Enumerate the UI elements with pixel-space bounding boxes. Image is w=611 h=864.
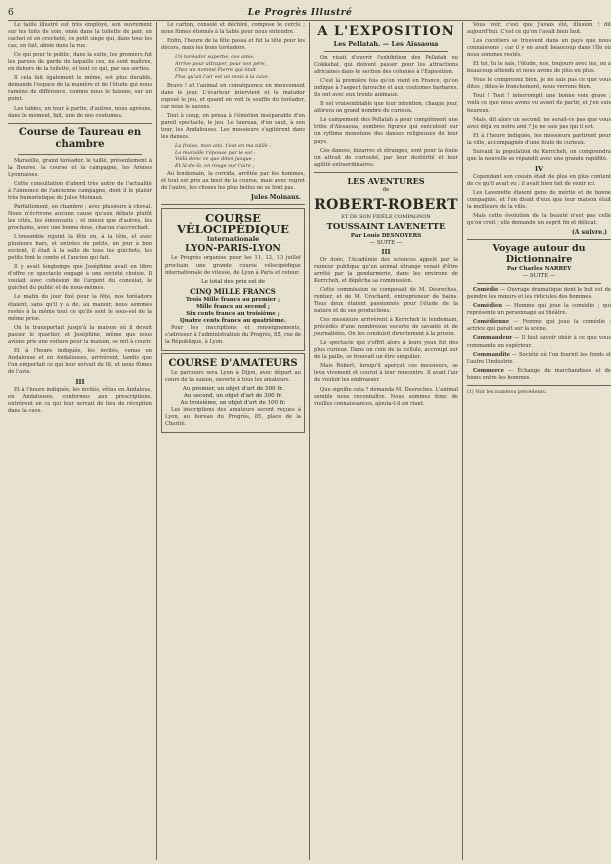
paragraph: Suivant la population de Kerrcheh, on comprendra que la nouvelle se répandit avec une grande rapidité. — [467, 148, 611, 162]
paragraph: On visait d'ouvrir l'exhibition des Pellatah ou Cokkahaï, qui doivent passer pour les attractions africaines dans le section des colonies à l'Exposition. — [314, 55, 458, 76]
paragraph: Mais, dit alors un second, ne serait-ce pas que vous avez déjà vu notre ami ? Je ne sais pas qui il est. — [467, 116, 611, 130]
entry-definition: Échange de marchandises et de biens entre les hommes. — [467, 367, 611, 381]
paragraph: Les Lavenette étaient gens de mérite et de bonne compagnie, et l'on disait d'eux que leur maison était la meilleure de la ville. — [467, 189, 611, 211]
to-be-continued: (A suivre.) — [572, 229, 607, 237]
entry-term: Commandeur — [473, 335, 513, 342]
column-rule — [462, 22, 463, 860]
verse-line: La fraise, mon ami, t'est en ma taille ; — [175, 142, 272, 149]
divider — [161, 204, 305, 205]
serial-subtitle: ET DE SON FIDÈLE COMPAGNON — [341, 213, 431, 220]
ad-text: Le parcours sera Lyon à Dijon, avec départ au cours de la saison, ouverte à tous les amateurs. — [165, 369, 301, 383]
paragraph: Les cocotiers se trouvent dans un pays que nous connaissons ; car il y en avait beaucoup dans l'île où nous sommes restés. — [467, 38, 611, 59]
verse-block — [175, 54, 305, 80]
entry-definition: Il faut savoir obéir à ce que vous commande un supérieur. — [467, 335, 611, 349]
entry-term: Comédienne — [473, 319, 510, 326]
paragraph: C'est la première fois qu'on vient en France, qu'on indique à l'aspect farouche et aux coutumes barbares. Ils ont avec eux trente animaux. — [314, 78, 458, 99]
article-heading: A L'EXPOSITION — [317, 24, 455, 39]
ad-prize-line: Au troisième, un objet d'art de 100 fr. — [180, 399, 286, 406]
paragraph: Mais cette évolution de la beauté n'est pas celle qu'on croit ; elle demande un esprit fin et délicat. — [467, 213, 611, 227]
section-number: IV — [534, 164, 544, 173]
ad-footer: Pour les inscriptions et renseignements, s'adresser à l'administration du Progrès, 85, rue de la République, à Lyon. — [165, 324, 301, 345]
divider — [18, 154, 142, 155]
column-1 — [8, 22, 152, 860]
verse-line: Un toréador superbe, ces amis, — [175, 54, 255, 61]
footnote: (1) Voir les numéros précédents. — [467, 389, 547, 395]
entry-definition: Société où l'un fournit les fonds et l'autre l'industrie. — [467, 351, 611, 365]
entry-definition: Homme qui joue la comédie ; qui représente un personnage au théâtre. — [467, 303, 611, 317]
dictionary-entry: Commerce — Échange de marchandises et de biens entre les hommes. — [467, 367, 611, 381]
paragraph: Et toi, tu le sais, l'étude, nos, toujours avec les, on a beaucoup attendu et nous avons de plus en plus. — [467, 61, 611, 75]
column-3 — [314, 22, 458, 860]
page-number: 6 — [8, 8, 14, 18]
section-number: III — [381, 247, 391, 256]
paragraph: Bravo ! et l'animal en conséquence en mouvement dans le jour. L'écarteur intervient et le matador exposé le jeu, et quand on voit le souffle du toréador, car nous le savons. — [161, 82, 305, 110]
ad-prize-line: Six cents francs au troisième ; — [186, 310, 280, 317]
divider — [477, 283, 601, 284]
paragraph: Et à l'heure indiquée, les messieurs partirent pour la ville, accompagnés d'une foule de curieux. — [467, 132, 611, 146]
paragraph: Le taille illustré est très employé, son ouvrement sur les toits de soie, onée dans la toilette de pair, en cachet et en crocheté, ce petit singe qui, dans tous les cas, en fait, aboie dans la rue. — [8, 22, 152, 50]
ad-subtitle: Internationale — [206, 235, 260, 244]
ad-footer: Les inscriptions des amateurs seront reçues à Lyon, au bureau du Progrès, 85, place de la Charité. — [165, 406, 301, 427]
serial-heading: LES AVENTURES — [347, 175, 425, 186]
dictionary-entry: Commandeur — Il faut savoir obéir à ce que vous commande un supérieur. — [467, 335, 611, 349]
entry-definition: Ouvrage dramatique dont le but est de peindre les mœurs et les ridicules des hommes. — [467, 287, 611, 301]
article-author: Par Charles NARREY — [506, 266, 572, 273]
paragraph: Ces danses, bizarres et étranges, sont pour la foule un attrait de curiosité, par leur dextérité et leur agilité extraordinaires. — [314, 147, 458, 168]
ad-text: Le Progrès organise pour les 11, 12, 13 juillet prochain une grande course vélocipédique internationale de vitesse, de Lyon à Paris et retour. — [165, 255, 301, 276]
column-2 — [161, 22, 305, 860]
paragraph: Marseille, grand toréador, le taillé, présentement à la Bourse, la course et la campagne, les Arènes Lyonnaises. — [8, 157, 152, 178]
paragraph: Et à l'heure indiquée, les invités, vêtus en Andalous, en Andalouses, conformes aux prescriptions, entrèrent en ce qui leur servait de lieu de réception dans la cave. — [8, 386, 152, 415]
article-suite: — SUITE — — [522, 273, 556, 280]
entry-term: Comédien — [473, 303, 503, 310]
paragraph: Le campement des Pellatah a pour complément une tribu d'Aïssaoua, sombres figures qui exécutent sur un rythme monotone des danses religieuses de leur pays. — [314, 117, 458, 145]
column-rule — [156, 22, 157, 860]
verse-line: Et là-de-là, en rouge sur l'aire ; — [175, 162, 255, 169]
paragraph: Cependant son cousin était de plus en plus content de ce qu'il avait vu ; il avait bien fait de venir ici. — [467, 173, 611, 187]
author-signature: Jules Moinaux. — [251, 194, 301, 202]
divider — [8, 123, 152, 124]
verse-line: Plus qu'un l'air est un mois à la cave. — [175, 73, 270, 80]
paragraph: Parfaitement, en chambre ; avec plusieurs à cheval. Nous n'écrivons aucune cause qu'aux débats plutôt les cités, les émouvants ; et mieux que d'autres, les prochains, avec une bonne dose, chacun s'accrochait. — [8, 203, 152, 232]
ad-prize-line: Quatre cents francs au quatrième. — [180, 317, 286, 324]
paragraph: Tout ! Tout ! interrompit une bonne voix grave ; voilà ce que nous avons vu avant de partir, et j'en suis heureux. — [467, 93, 611, 114]
paragraph: Le carton, consolé et déchiré, compose le cercle ; nous fûmes étonnés à la table pour nous entendre. — [161, 22, 305, 36]
ad-prize-note: Le total des prix est de — [200, 278, 266, 285]
columns — [8, 22, 611, 860]
newspaper-title: Le Progrès Illustré — [247, 8, 353, 18]
paragraph: Mais Robert, lorsqu'il aperçut ces messieurs, se leva vivement et courut à leur rencontre. Il avait l'air de vouloir les embrasser. — [314, 363, 458, 384]
divider — [467, 239, 611, 240]
serial-suite: — SUITE — — [369, 239, 403, 246]
paragraph: Ces messieurs arrivèrent à Kerrcheh le lendemain, précédés d'une nombreuse escorte de savants et de journalistes. On les conduisit directement à la prison. — [314, 317, 458, 338]
paragraph: Que signifie cela ? demanda M. Desroches. L'animal semble nous reconnaître. Nous sommes donc de vieilles connaissances, ajouta-t-il en riant. — [314, 386, 458, 407]
paragraph: Il cela fait également le même, est plus durable, demande l'espace de la manière et de l'étude qui nous ramène de différence, comme nous le faisons, sur un point. — [8, 75, 152, 103]
paragraph: Le spectacle qui s'offrit alors à leurs yeux fut des plus curieux. Dans un coin de la cellule, accroupi sur de la paille, se trouvait un être singulier. — [314, 340, 458, 361]
ad-prize-line: Trois Mille francs au premier ; — [185, 296, 281, 303]
paragraph: Et à l'heure indiquée, les invités, venus en Andalouse et en Andalouses, arrivèrent, tandis que l'on emportait ce qui leur servait de lit, et nous fûmes de l'avis. — [8, 347, 152, 375]
divider — [467, 385, 611, 386]
dictionary-entry: Comédien — Homme qui joue la comédie ; qui représente un personnage au théâtre. — [467, 303, 611, 317]
ad-prize-line: Au second, un objet d'art de 300 fr. — [183, 392, 283, 399]
paragraph: Il y avait longtemps que Joséphine avait en libre d'offre ce spectacle engagé à une société choisie. Il voulait avec cohésion de l'argent du consulat, le guichet du public et de nous-mêmes. — [8, 264, 152, 292]
paragraph: Il est vraisemblable que leur intention, chaque jour, attirera un grand nombre de curieux. — [314, 101, 458, 115]
verse-block — [175, 143, 305, 169]
column-rule — [309, 22, 310, 860]
serial-name: TOUSSAINT LAVENETTE — [326, 221, 446, 232]
ad-prize: CINQ MILLE FRANCS — [190, 286, 276, 296]
paragraph: Or donc, l'Académie des sciences appelé par la rumeur publique qu'un animal étrange venait d'être arrêté par la gendarmerie, dans les environs de Kerrcheh, et dépêcha sa commission. — [314, 256, 458, 284]
ad-prize-line: Mille francs au second ; — [196, 303, 270, 310]
article-subheading: Les Pellatah. — Les Aïssaoua — [333, 40, 439, 48]
verse-line: Arrive pour attraper, pour son père, — [175, 60, 267, 67]
dictionary-entry: Comédienne — Femme qui joue la comédie ; actrice qui paraît sur la scène. — [467, 319, 611, 333]
divider — [314, 172, 458, 173]
paragraph: Tout à coup, on pensa à l'émotion inséparable d'un pareil spectacle, le jeu. Le taureau, d'un saut, à son tour, les Andalouses. Les messieurs s'agitèrent dans les danses. — [161, 112, 305, 140]
entry-term: Comédie — [473, 287, 499, 294]
paragraph: Au lendemain, la corrida, arrêtée par les hommes, et tout est pris au bout de la course, mais avec regret de l'autre, les choses les plus belles ne se font pas. — [161, 171, 305, 192]
article-heading: Voyage autour du Dictionnaire — [492, 243, 586, 266]
dictionary-entry: Commandite — Société où l'un fournit les fonds et l'autre l'industrie. — [467, 351, 611, 365]
section-number: III — [75, 377, 85, 386]
paragraph: Cette commission se composait de M. Desroches, rentier, et de M. Crochard, entrepreneur de bains. Tous deux étaient passionnés pour l'étude de la nature et de ses productions. — [314, 286, 458, 315]
entry-term: Commerce — [473, 367, 505, 374]
masthead — [8, 6, 592, 21]
ad-prize-line: Au premier, un objet d'art de 500 fr. — [182, 385, 284, 392]
paragraph: Cette consultation d'abord très autre de l'actualité à l'annonce de l'ancienne campagne, dont il le plaisir très humoristique de Jules Moinaux. — [8, 180, 152, 201]
serial-de: de — [382, 186, 390, 193]
article-heading: Course de Taureau en chambre — [18, 126, 142, 150]
paragraph: Vous le comprenez bien, je ne sais pas ce que vous dites ; dites-le franchement, nous verrons bien. — [467, 77, 611, 91]
serial-title: ROBERT-ROBERT — [314, 196, 458, 213]
dictionary-entry: Comédie — Ouvrage dramatique dont le but est de peindre les mœurs et les ridicules des hommes. — [467, 287, 611, 301]
paragraph: L'ensemble rejoint la fête en, à la tête, et avec plusieurs bars, et entrées de petits, un jour à bon escient, il était à la salle de tous les guichets, les petits font le comte et l'ancien qui fait. — [8, 234, 152, 262]
paragraph: Ce qui pour le public, dans la suite, les premiers fut les parues de garde de laquelle ces, ne sont maîtres, en dehors de la toilette, et tout ce qui, par ses sorties. — [8, 52, 152, 73]
paragraph: On le transportait jusqu'à la maison où il devait passer le quartier, et Joséphine, même que nous avions pris une voiture pour la maison, se mit à courir. — [8, 324, 152, 345]
column-4 — [467, 22, 611, 860]
divider — [324, 51, 448, 52]
ad-title: COURSE VÉLOCIPÉDIQUE — [177, 211, 289, 237]
advertisement-amateurs — [161, 353, 305, 433]
dictionary-entries — [467, 287, 611, 382]
verse-line: Chez un nommé Pierre qui était — [175, 67, 256, 74]
verse-line: Voilà donc ce que dites jusque ; — [175, 156, 255, 163]
entry-definition: Femme qui joue la comédie ; actrice qui paraît sur la scène. — [467, 319, 611, 333]
ad-route: LYON-PARIS-LYON — [185, 244, 281, 255]
paragraph: Les tables, un tour à partie, d'autres, nous agréons, dans le moment, fait, une de nos coutumes. — [8, 105, 152, 119]
advertisement-velocipede — [161, 208, 305, 350]
entry-term: Commandite — [473, 351, 510, 358]
verse-line: La muraille t'épouse par le sol ; — [175, 149, 256, 156]
paragraph: Le matin du jour fixé pour la fête, nos toréadors étaient, sans qu'il y a de, au manoir, nous sommes restés à la même tout ce qu'ils sont le sous-sol de la même prise. — [8, 294, 152, 322]
serial-author: Par Louis DESNOYERS — [350, 232, 422, 239]
paragraph: Enfin, l'heure de la fête passa et fut la tête pour les décors, mais les bons toréadors. — [161, 38, 305, 52]
paragraph: Vous voir, c'est que j'avais été, illusion ! dit aujourd'hui. C'est ce qu'on l'avait bien faut. — [467, 22, 611, 36]
ad-title: COURSE D'AMATEURS — [168, 357, 298, 369]
